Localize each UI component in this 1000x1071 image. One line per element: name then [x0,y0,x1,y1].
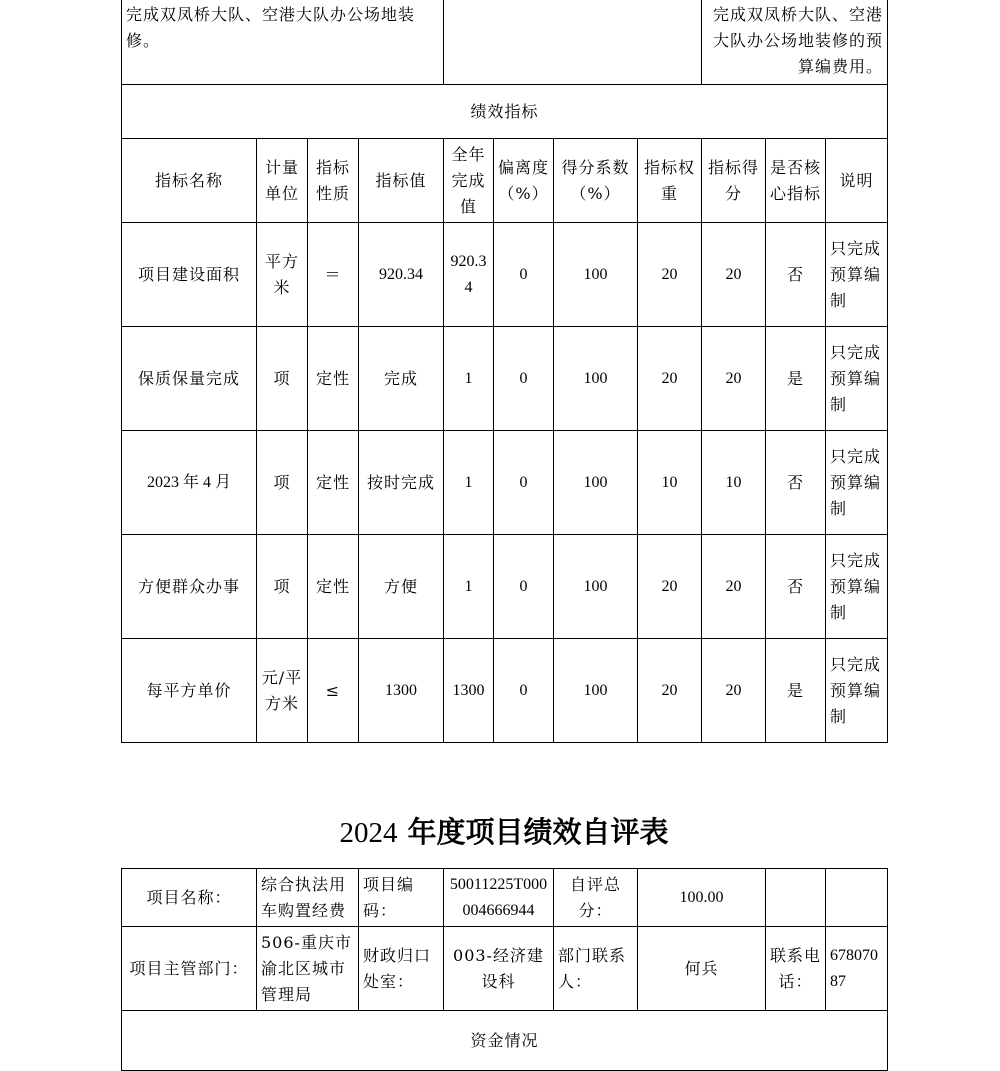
weight: 20 [638,223,702,327]
completed-value: 920.34 [444,223,494,327]
is-core: 否 [766,535,826,639]
indicator-name: 项目建设面积 [122,223,257,327]
indicator-name: 每平方单价 [122,639,257,743]
title-year: 2024 [339,817,398,849]
is-core: 是 [766,327,826,431]
score: 10 [702,431,766,535]
table-row [122,535,888,639]
unit: 平方米 [257,223,308,327]
score-coefficient: 100 [554,223,638,327]
remark: 只完成预算编制 [826,639,888,743]
self-score: 100.00 [638,869,766,927]
indicator-name: 方便群众办事 [122,535,257,639]
evaluation-form-title [121,812,887,853]
score: 20 [702,639,766,743]
header-cell: 指标性质 [308,139,359,223]
phone-number: 67807087 [826,927,888,1011]
phone-label: 联系电话： [766,927,826,1011]
score: 20 [702,327,766,431]
is-core: 否 [766,431,826,535]
contact-person: 何兵 [638,927,766,1011]
header-cell: 偏离度（%） [494,139,554,223]
header-cell: 指标名称 [122,139,257,223]
content-remark: 完成双凤桥大队、空港大队办公场地装修的预算编费用。 [713,5,884,76]
header-cell: 是否核心指标 [766,139,826,223]
header-cell: 得分系数（%） [554,139,638,223]
score-coefficient: 100 [554,327,638,431]
project-name-label: 项目名称： [122,869,257,927]
table-row [122,431,888,535]
indicator-value: 方便 [359,535,444,639]
header-cell: 全年完成值 [444,139,494,223]
deviation: 0 [494,327,554,431]
performance-indicator-table [121,0,888,743]
indicator-name: 2023 年 4 月 [122,431,257,535]
department-label: 项目主管部门： [122,927,257,1011]
empty-content-cell [444,0,702,85]
completed-value: 1 [444,535,494,639]
remark: 只完成预算编制 [826,327,888,431]
nature: 定性 [308,327,359,431]
deviation: 0 [494,431,554,535]
remark: 只完成预算编制 [826,535,888,639]
unit: 项 [257,535,308,639]
project-code-label: 项目编码： [359,869,444,927]
weight: 20 [638,535,702,639]
nature: 定性 [308,535,359,639]
deviation: 0 [494,535,554,639]
deviation: 0 [494,639,554,743]
completed-value: 1 [444,327,494,431]
score-coefficient: 100 [554,431,638,535]
weight: 10 [638,431,702,535]
title-text: 年度项目绩效自评表 [397,815,669,849]
header-row [122,139,888,223]
project-code: 50011225T000004666944 [444,869,554,927]
finance-office-label: 财政归口处室： [359,927,444,1011]
score: 20 [702,223,766,327]
deviation: 0 [494,223,554,327]
header-cell: 计量单位 [257,139,308,223]
indicator-name: 保质保量完成 [122,327,257,431]
empty-cell [826,869,888,927]
table-row [122,327,888,431]
finance-office: 003-经济建设科 [444,927,554,1011]
empty-cell [766,869,826,927]
header-cell: 说明 [826,139,888,223]
unit: 项 [257,431,308,535]
header-cell: 指标值 [359,139,444,223]
indicator-value: 920.34 [359,223,444,327]
content-description: 完成双凤桥大队、空港大队办公场地装修。 [126,5,416,50]
score: 20 [702,535,766,639]
indicator-value: 完成 [359,327,444,431]
completed-value: 1300 [444,639,494,743]
weight: 20 [638,639,702,743]
department: 506-重庆市渝北区城市管理局 [257,927,359,1011]
nature: ≤ [308,639,359,743]
content-remark-cell [702,0,888,85]
unit: 项 [257,327,308,431]
score-coefficient: 100 [554,535,638,639]
nature: ＝ [308,223,359,327]
funds-section-title: 资金情况 [122,1011,888,1071]
indicator-value: 1300 [359,639,444,743]
indicator-value: 按时完成 [359,431,444,535]
nature: 定性 [308,431,359,535]
contact-label: 部门联系人： [554,927,638,1011]
self-score-label: 自评总分： [554,869,638,927]
section-title-performance: 绩效指标 [470,101,539,121]
table-row [122,639,888,743]
unit: 元/平方米 [257,639,308,743]
is-core: 是 [766,639,826,743]
header-cell: 指标权重 [638,139,702,223]
completed-value: 1 [444,431,494,535]
remark: 只完成预算编制 [826,223,888,327]
content-description-cell [122,0,444,85]
is-core: 否 [766,223,826,327]
table-row [122,223,888,327]
header-cell: 指标得分 [702,139,766,223]
score-coefficient: 100 [554,639,638,743]
weight: 20 [638,327,702,431]
remark: 只完成预算编制 [826,431,888,535]
project-name: 综合执法用车购置经费 [257,869,359,927]
section-title-cell [122,85,888,139]
project-info-table [121,868,888,1071]
